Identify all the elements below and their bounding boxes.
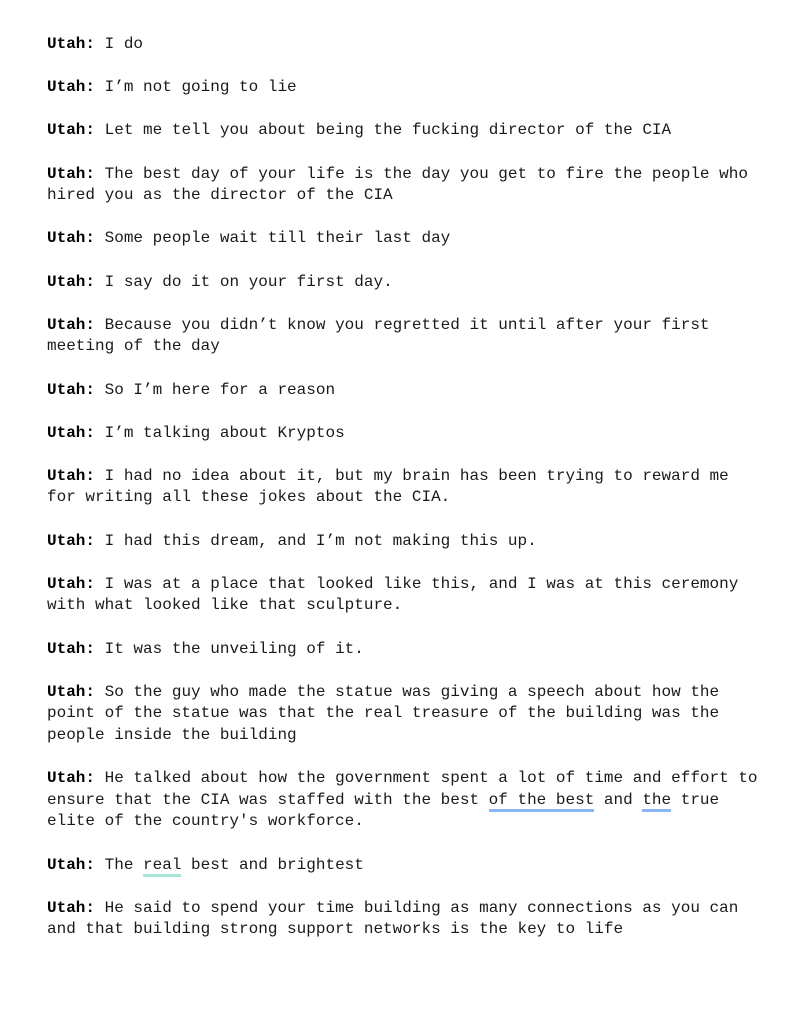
speaker-label: Utah:	[47, 682, 96, 701]
speaker-label: Utah:	[47, 78, 96, 97]
dialogue-text: The best day of your life is the day you get to fire the people who hired you as the director of the CIA	[47, 164, 748, 205]
dialogue-line	[47, 380, 767, 402]
dialogue-line	[47, 574, 767, 617]
speaker-label: Utah:	[47, 769, 96, 788]
dialogue-text: true elite of the country's workforce.	[47, 790, 720, 831]
dialogue-line	[47, 898, 767, 941]
dialogue-text: I had no idea about it, but my brain has been trying to reward me for writing all these jokes about the CIA.	[47, 466, 729, 507]
speaker-label: Utah:	[47, 315, 96, 334]
speaker-label: Utah:	[47, 423, 96, 442]
speaker-label: Utah:	[47, 35, 96, 53]
dialogue-line	[47, 466, 767, 509]
speaker-label: Utah:	[47, 898, 96, 917]
speaker-label: Utah:	[47, 272, 96, 291]
dialogue-line	[47, 855, 767, 877]
dialogue-text: The	[104, 855, 144, 874]
speaker-label: Utah:	[47, 380, 96, 399]
dialogue-text: and	[594, 790, 643, 809]
dialogue-text: So the guy who made the statue was giving a speech about how the point of the statue was that the real treasure of the building was the people inside the building	[47, 682, 720, 744]
dialogue-line	[47, 423, 767, 445]
speaker-label: Utah:	[47, 639, 96, 658]
speaker-label: Utah:	[47, 574, 96, 593]
dialogue-text: I had this dream, and I’m not making this up.	[104, 531, 537, 550]
speaker-label: Utah:	[47, 466, 96, 485]
dialogue-text: Because you didn’t know you regretted it until after your first meeting of the day	[47, 315, 710, 356]
dialogue-text: best and brightest	[181, 855, 364, 874]
dialogue-line	[47, 164, 767, 207]
dialogue-text: So I’m here for a reason	[104, 380, 336, 399]
dialogue-text: I’m talking about Kryptos	[104, 423, 345, 442]
spellcheck-underlined-text[interactable]: of the best	[489, 791, 595, 812]
dialogue-text: Some people wait till their last day	[104, 229, 451, 248]
dialogue-text: I’m not going to lie	[104, 78, 297, 97]
dialogue-text: I say do it on your first day.	[104, 272, 393, 291]
dialogue-line	[47, 768, 767, 833]
dialogue-text: I do	[104, 35, 144, 53]
dialogue-text: I was at a place that looked like this, and I was at this ceremony with what looked like that sculpture.	[47, 574, 739, 615]
dialogue-line	[47, 228, 767, 250]
dialogue-line	[47, 34, 767, 56]
dialogue-line	[47, 315, 767, 358]
dialogue-text: Let me tell you about being the fucking director of the CIA	[104, 121, 672, 140]
speaker-label: Utah:	[47, 855, 96, 874]
dialogue-text: He said to spend your time building as many connections as you can and that building strong support networks is the key to life	[47, 898, 739, 939]
speaker-label: Utah:	[47, 531, 96, 550]
dialogue-line	[47, 77, 767, 99]
transcript-page	[47, 34, 767, 963]
dialogue-line	[47, 120, 767, 142]
dialogue-line	[47, 682, 767, 747]
dialogue-line	[47, 531, 767, 553]
dialogue-line	[47, 272, 767, 294]
grammar-underlined-text[interactable]: real	[143, 856, 181, 877]
dialogue-line	[47, 639, 767, 661]
dialogue-text: It was the unveiling of it.	[104, 639, 364, 658]
speaker-label: Utah:	[47, 121, 96, 140]
spellcheck-underlined-text[interactable]: the	[642, 791, 671, 812]
dialogue-text: He talked about how the government spent a lot of time and effort to ensure that the CIA was staffed with the best	[47, 769, 758, 809]
speaker-label: Utah:	[47, 229, 96, 248]
speaker-label: Utah:	[47, 164, 96, 183]
